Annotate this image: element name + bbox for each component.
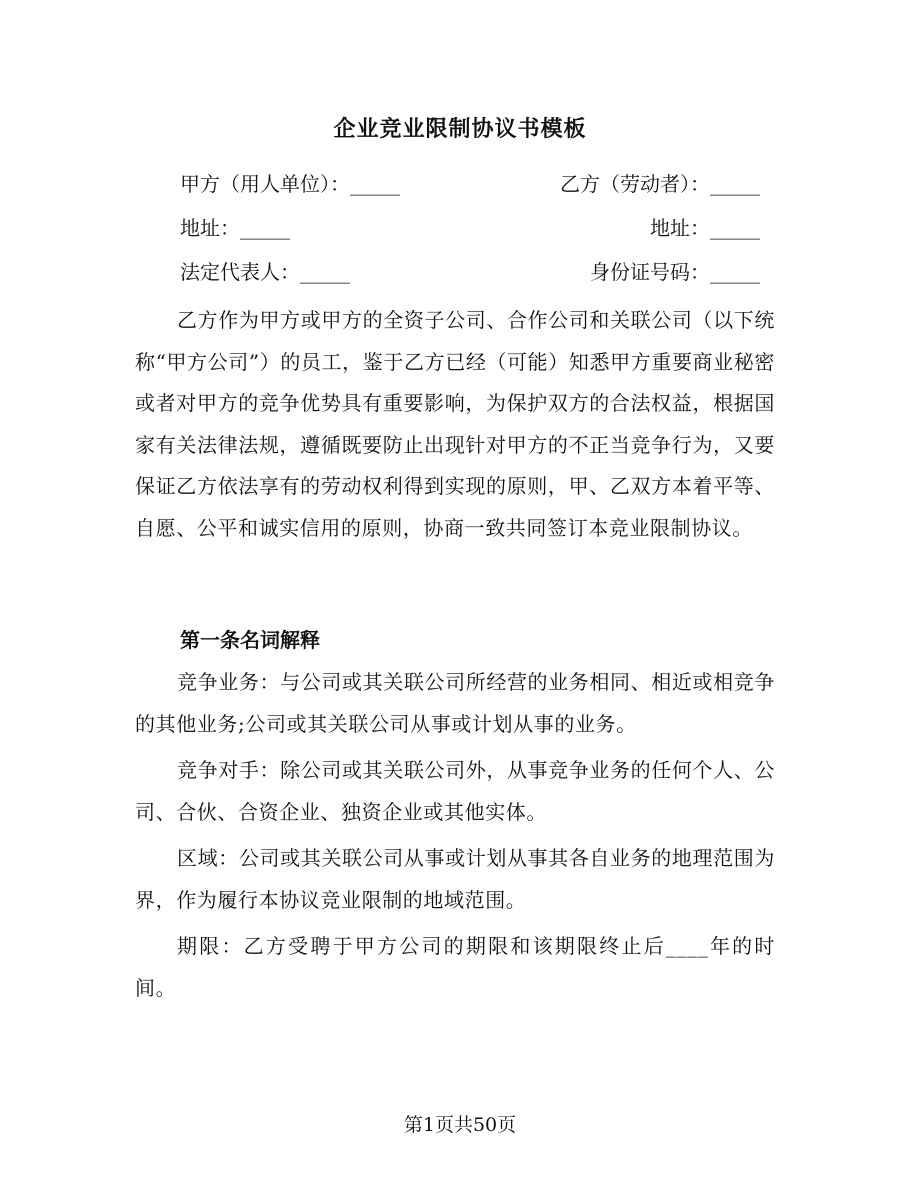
rep-id-row xyxy=(180,256,760,286)
address-row xyxy=(180,212,760,242)
address-a-field: 地址：_____ xyxy=(180,216,290,240)
definition-competitor: 竞争对手：除公司或其关联公司外，从事竞争业务的任何个人、公司、合伙、合资企业、独资企业或其他实体。 xyxy=(135,758,775,824)
definition-region: 区域：公司或其关联公司从事或计划从事其各自业务的地理范围为界，作为履行本协议竞业限制的地域范围。 xyxy=(135,846,775,912)
address-b-field: 地址：_____ xyxy=(650,216,760,240)
definition-business: 竞争业务：与公司或其关联公司所经营的业务相同、相近或相竞争的其他业务;公司或其关联公司从事或计划从事的业务。 xyxy=(135,670,775,736)
article1-heading: 第一条名词解释 xyxy=(180,628,320,652)
party-row xyxy=(180,168,760,198)
intro-paragraph: 乙方作为甲方或甲方的全资子公司、合作公司和关联公司（以下统称“甲方公司”）的员工，鉴于乙方已经（可能）知悉甲方重要商业秘密或者对甲方的竞争优势具有重要影响，为保护双方的合法权益，根据国家有关法律法规，遵循既要防止出现针对甲方的不正当竞争行为，又要保证乙方依法享有的劳动权利得到实现的原则，甲、乙双方本着平等、自愿、公平和诚实信用的原则，协商一致共同签订本竞业限制协议。 xyxy=(135,308,775,540)
page-indicator: 第1页共50页 xyxy=(403,1114,517,1136)
party-b-field: 乙方（劳动者）：_____ xyxy=(560,172,760,196)
id-number-field: 身份证号码：_____ xyxy=(590,260,760,284)
document-title: 企业竞业限制协议书模板 xyxy=(333,116,587,142)
legal-rep-field: 法定代表人：_____ xyxy=(180,260,350,284)
party-a-field: 甲方（用人单位）：_____ xyxy=(180,172,400,196)
definition-term: 期限：乙方受聘于甲方公司的期限和该期限终止后____年的时间。 xyxy=(135,934,775,1000)
